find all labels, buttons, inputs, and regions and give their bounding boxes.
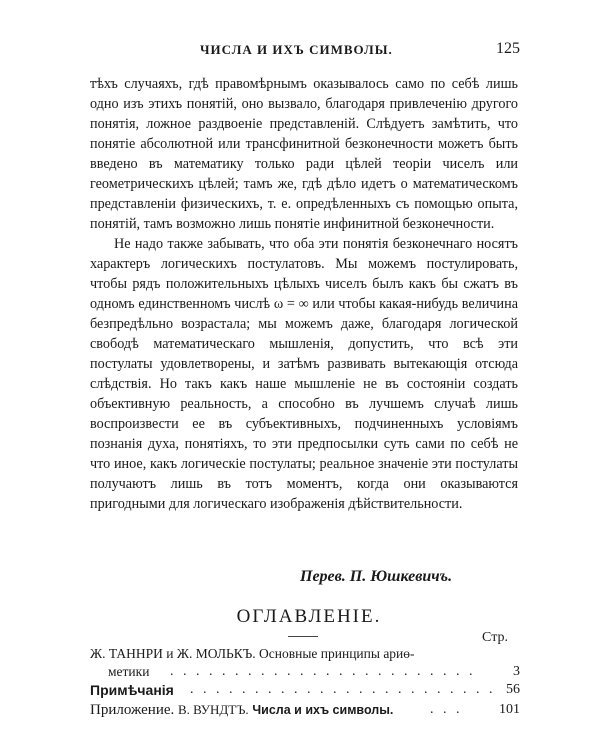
toc-leader-dots: . . . . . . . . . . . . . . . . . . . . . . . . (190, 682, 496, 697)
paragraph: тѣхъ случаяхъ, гдѣ правомѣрнымъ оказывалось само по себѣ лишь одно изъ этихъ понятій, оно вызвало, благодаря привлеченію другого понятія, ложное раздвоеніе представленій. Слѣдуетъ замѣтить, что понятіе абсолютной или трансфинитной безконечности можетъ быть введено въ математику только ради цѣлей теоріи чиселъ или геометрическихъ цѣлей; тамъ же, гдѣ дѣло идетъ о математическомъ представленіи физическихъ, т. е. опредѣленныхъ съ помощью опыта, понятій, тамъ возможно лишь понятіе инфинитной безконечности. (90, 76, 518, 232)
running-title: ЧИСЛА И ИХЪ СИМВОЛЫ. (200, 42, 393, 57)
toc-entry-label-continued: метики (108, 664, 150, 679)
toc-heading: ОГЛАВЛЕНІЕ. (236, 606, 382, 627)
body-text (90, 74, 518, 514)
toc-entry-prefix: Приложение. (90, 702, 175, 718)
toc-page-column-label: Стр. (482, 630, 508, 645)
toc-entry-author: В. ВУНДТЪ. (178, 702, 249, 717)
toc-entry-page: 56 (506, 682, 520, 697)
toc-entry-label: Ж. ТАННРИ и Ж. МОЛЬКЪ. Основные принципы ариө- (90, 646, 415, 661)
page-number: 125 (496, 40, 520, 57)
toc-leader-dots: . . . . . . . . . . . . . . . . . . . . . . . . (170, 664, 476, 679)
toc-entry-page: 101 (499, 702, 520, 717)
running-header (90, 40, 520, 62)
translator-signature: Перев. П. Юшкевичъ. (300, 568, 453, 585)
toc-entry (90, 646, 520, 666)
toc-entry (90, 702, 520, 722)
toc-entry-label (90, 702, 393, 719)
paragraph: Не надо также забывать, что оба эти понятія безконечнаго носятъ характеръ логическихъ постулатовъ. Мы можемъ постулировать, чтобы рядъ положительныхъ цѣлыхъ чиселъ былъ какъ бы сжатъ въ одномъ единственномъ числѣ ω = ∞ или чтобы какая-нибудь величина безпредѣльно возрастала; мы можемъ даже, благодаря логической свободѣ математическаго мышленія, допустить, что всѣ эти постулаты удовлетворены, и затѣмъ развивать вытекающія отсюда слѣдствія. Но такъ какъ наше мышленіе не въ состояніи создать объективную реальность, а способно въ лучшемъ случаѣ лишь воспроизвести ее въ субъективныхъ, подчиненныхъ условіямъ познанія духа, понятіяхъ, то эти предпосылки суть сами по себѣ не что иное, какъ логическіе постулаты; реальное значеніе эти постулаты получаютъ лишь въ тотъ моментъ, когда они оказываются пригодными для логическаго изображенія дѣйствительности. (90, 236, 518, 512)
toc-entry-page: 3 (513, 664, 520, 679)
toc-entry (90, 682, 520, 702)
toc-entry-title: Числа и ихъ символы. (252, 703, 394, 717)
toc-entry-label: Примѣчанія (90, 682, 174, 698)
toc-entry-continuation (90, 664, 520, 684)
toc-leader-dots: . . . (430, 702, 463, 717)
toc-divider (288, 636, 318, 637)
